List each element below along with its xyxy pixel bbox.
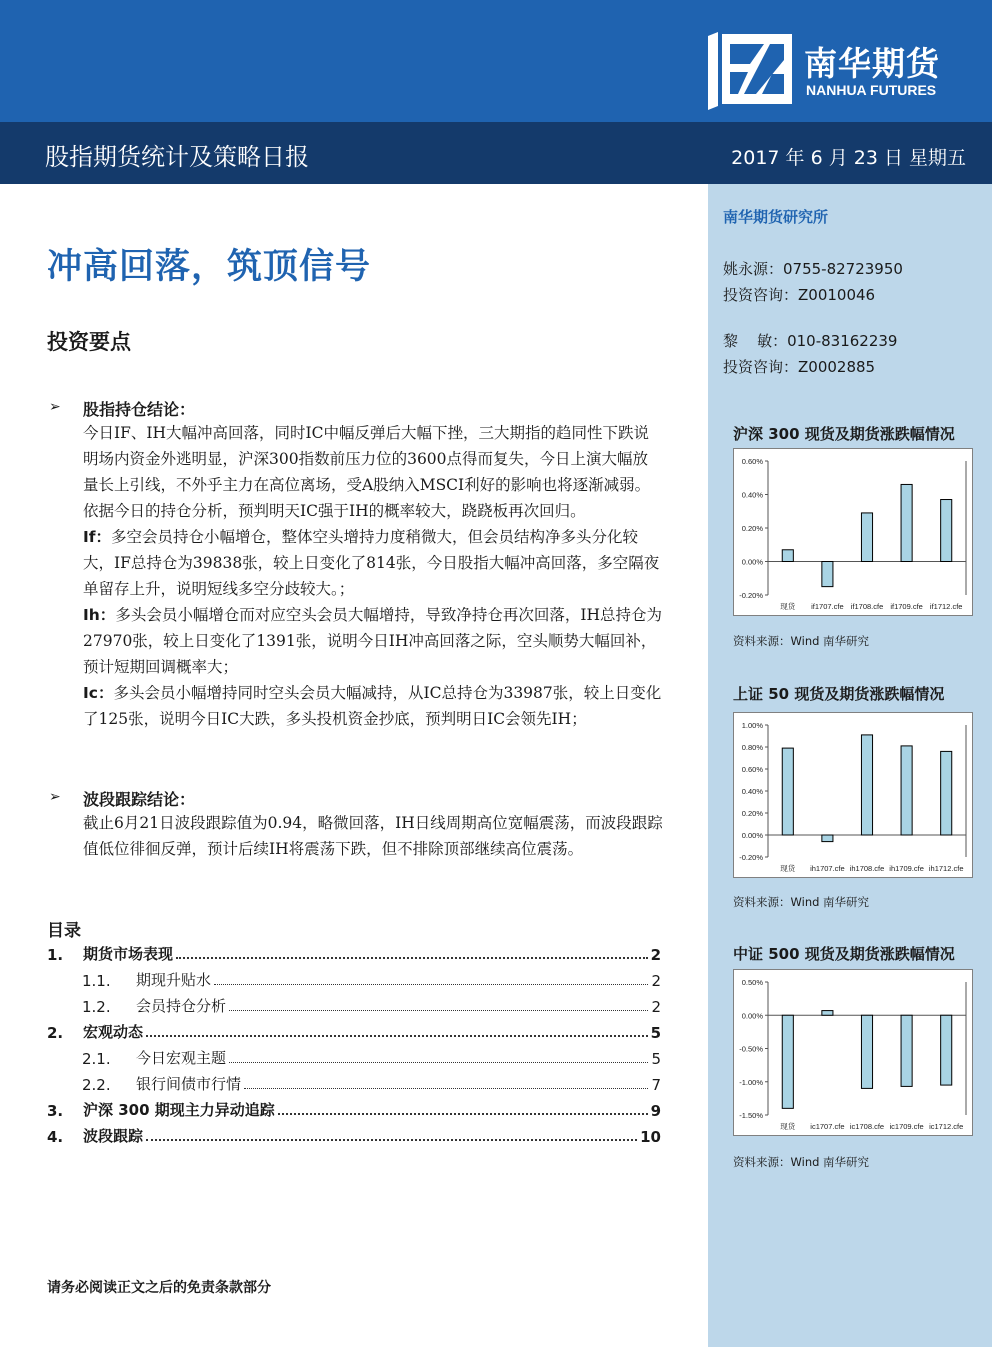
- toc-number: 2.: [47, 1024, 64, 1042]
- bar: [941, 500, 952, 562]
- toc-title: 波段跟踪: [83, 1127, 144, 1145]
- bar: [782, 550, 793, 562]
- toc-leader: [229, 1062, 648, 1063]
- paragraph-lead: Ih：: [83, 606, 116, 624]
- y-tick-label: -1.50%: [739, 1111, 763, 1120]
- toc-title: 宏观动态: [83, 1023, 144, 1041]
- y-tick-label: 0.20%: [741, 809, 763, 818]
- toc-title: 今日宏观主题: [136, 1049, 227, 1067]
- bar: [941, 1015, 952, 1085]
- x-tick-label: 现货: [780, 1122, 796, 1131]
- chart-zz500-svg: [734, 970, 972, 1135]
- x-tick-label: ic1709.cfe: [889, 1122, 924, 1131]
- bar: [822, 835, 833, 842]
- toc-number: 2.1.: [82, 1050, 111, 1068]
- toc-page: 2: [650, 946, 661, 964]
- toc-item[interactable]: [47, 1122, 661, 1146]
- paragraph: 今日IF、IH大幅冲高回落，同时IC中幅反弹后大幅下挫，三大期指的趋同性下跌说明场内资金外逃明显，沪深300指数前压力位的3600点得而复失，今日上演大幅放量长上引线，不外乎主力在高位离场，受A股纳入MSCI利好的影响也将逐渐减弱。依据今日的持仓分析，预判明天IC强于IH的概率较大，跷跷板再次回归。: [83, 424, 651, 520]
- y-tick-label: 0.60%: [741, 457, 763, 466]
- bar: [901, 1015, 912, 1086]
- chart-hs300: [733, 448, 973, 616]
- analyst-license: 投资咨询：Z0002885: [723, 358, 876, 376]
- y-tick-label: 0.80%: [741, 743, 763, 752]
- toc-page: 9: [650, 1102, 661, 1120]
- bar: [941, 751, 952, 835]
- chart-title: 上证 50 现货及期货涨跌幅情况: [733, 685, 945, 703]
- paragraph-lead: Ic：: [83, 684, 114, 702]
- bar: [861, 735, 872, 835]
- toc-page: 5: [651, 1050, 661, 1068]
- toc-number: 1.2.: [82, 998, 111, 1016]
- chart-sz50-svg: [734, 713, 972, 877]
- x-tick-label: ic1707.cfe: [810, 1122, 845, 1131]
- bar: [861, 513, 872, 562]
- main-title: 冲高回落，筑顶信号: [47, 247, 372, 287]
- toc-leader: [278, 1113, 648, 1115]
- x-tick-label: 现货: [780, 602, 796, 611]
- arrow-bullet-icon: ➢: [49, 789, 61, 805]
- toc-item[interactable]: [47, 1096, 661, 1120]
- y-tick-label: 0.40%: [741, 490, 763, 500]
- brand-logo: [708, 30, 978, 110]
- toc-number: 4.: [47, 1128, 64, 1146]
- institute-name: 南华期货研究所: [723, 208, 829, 226]
- y-tick-label: 0.60%: [741, 765, 763, 774]
- toc-leader: [229, 1010, 648, 1011]
- x-tick-label: ic1712.cfe: [929, 1122, 964, 1131]
- y-tick-label: 0.40%: [741, 787, 763, 796]
- chart-hs300-svg: [734, 449, 972, 615]
- bar: [901, 484, 912, 561]
- key-points-heading: 投资要点: [47, 330, 131, 354]
- y-tick-label: -0.50%: [739, 1044, 763, 1054]
- y-tick-label: 0.50%: [741, 978, 763, 987]
- toc-item[interactable]: [47, 1044, 661, 1068]
- toc-title: 期现升贴水: [136, 971, 212, 989]
- paragraph-lead: If：: [83, 528, 112, 546]
- toc-leader: [176, 957, 648, 959]
- x-tick-label: if1707.cfe: [811, 602, 844, 611]
- x-tick-label: 现货: [780, 864, 796, 873]
- bar: [901, 746, 912, 835]
- toc-leader: [214, 984, 648, 985]
- paragraph: [83, 524, 663, 602]
- y-tick-label: -0.20%: [739, 853, 763, 862]
- y-tick-label: 0.00%: [741, 831, 763, 840]
- nanhua-logo-icon: [708, 30, 794, 110]
- section-body: [83, 810, 663, 862]
- section-label: 股指持仓结论：: [83, 400, 196, 419]
- toc-item[interactable]: [47, 1070, 661, 1094]
- toc-item[interactable]: [47, 940, 661, 964]
- report-name: 股指期货统计及策略日报: [45, 143, 309, 171]
- toc-item[interactable]: [47, 966, 661, 990]
- y-tick-label: 1.00%: [741, 721, 763, 730]
- toc-title: 会员持仓分析: [136, 997, 227, 1015]
- toc-number: 2.2.: [82, 1076, 111, 1094]
- x-tick-label: if1709.cfe: [890, 602, 923, 611]
- toc-leader: [146, 1035, 648, 1037]
- paragraph: [83, 602, 663, 680]
- analyst-contact: 姚永源：0755-82723950: [723, 260, 903, 278]
- y-tick-label: 0.20%: [741, 524, 763, 533]
- chart-source: 资料来源：Wind 南华研究: [733, 1155, 870, 1169]
- toc-item[interactable]: [47, 1018, 661, 1042]
- analyst-license: 投资咨询：Z0010046: [723, 286, 876, 304]
- x-tick-label: ih1708.cfe: [849, 864, 885, 873]
- chart-title: 沪深 300 现货及期货涨跌幅情况: [733, 425, 955, 443]
- toc-heading: 目录: [47, 921, 81, 941]
- bar: [782, 748, 793, 835]
- bar: [861, 1015, 872, 1088]
- toc-title: 期货市场表现: [83, 945, 174, 963]
- toc-item[interactable]: [47, 992, 661, 1016]
- toc-title: 银行间债市行情: [136, 1075, 242, 1093]
- x-tick-label: ih1707.cfe: [810, 864, 845, 873]
- paragraph: 截止6月21日波段跟踪值为0.94，略微回落，IH日线周期高位宽幅震荡，而波段跟踪值低位徘徊反弹，预计后续IH将震荡下跌，但不排除顶部继续高位震荡。: [83, 814, 663, 858]
- toc-page: 5: [650, 1024, 661, 1042]
- report-date: 2017 年 6 月 23 日 星期五: [731, 147, 966, 169]
- arrow-bullet-icon: ➢: [49, 399, 61, 415]
- chart-source: 资料来源：Wind 南华研究: [733, 895, 870, 909]
- bar: [822, 1011, 833, 1016]
- x-tick-label: ic1708.cfe: [849, 1122, 885, 1131]
- y-tick-label: 0.00%: [741, 557, 763, 567]
- toc-page: 2: [651, 998, 661, 1016]
- toc-page: 10: [640, 1128, 661, 1146]
- analyst-contact: 黎 敏：010-83162239: [723, 332, 898, 350]
- brand-name-cn: 南华期货: [804, 44, 940, 83]
- toc-leader: [146, 1139, 637, 1141]
- brand-name-en: NANHUA FUTURES: [806, 82, 937, 98]
- paragraph: [83, 680, 663, 732]
- toc-title: 沪深 300 期现主力异动追踪: [83, 1101, 275, 1119]
- y-tick-label: -0.20%: [739, 591, 763, 600]
- x-tick-label: ih1712.cfe: [928, 864, 964, 873]
- toc-number: 3.: [47, 1102, 64, 1120]
- toc-page: 7: [651, 1076, 661, 1094]
- toc-leader: [244, 1088, 648, 1089]
- section-label: 波段跟踪结论：: [83, 790, 196, 809]
- chart-title: 中证 500 现货及期货涨跌幅情况: [733, 945, 955, 963]
- paragraph-text: 多头会员小幅增仓而对应空头会员大幅增持，导致净持仓再次回落，IH总持仓为27970张，较上日变化了1391张，说明今日IH冲高回落之际，空头顺势大幅回补，预计短期回调概率大；: [83, 606, 662, 676]
- chart-sz50: [733, 712, 973, 878]
- x-tick-label: if1708.cfe: [850, 602, 884, 611]
- toc-number: 1.1.: [82, 972, 111, 990]
- y-tick-label: 0.00%: [741, 1011, 763, 1021]
- chart-source: 资料来源：Wind 南华研究: [733, 634, 870, 648]
- toc-number: 1.: [47, 946, 64, 964]
- y-tick-label: -1.00%: [739, 1077, 763, 1087]
- toc-page: 2: [651, 972, 661, 990]
- x-tick-label: ih1709.cfe: [889, 864, 924, 873]
- bar: [822, 562, 833, 587]
- section-body: [83, 420, 663, 732]
- bar: [782, 1015, 793, 1108]
- chart-zz500: [733, 969, 973, 1136]
- paragraph-text: 多头会员小幅增持同时空头会员大幅减持，从IC总持仓为33987张，较上日变化了125张，说明今日IC大跌，多头投机资金抄底，预判明日IC会领先IH；: [83, 684, 662, 728]
- paragraph-text: 多空会员持仓小幅增仓，整体空头增持力度稍微大，但会员结构净多头分化较大，IF总持仓为39838张，较上日变化了814张，今日股指大幅冲高回落，多空隔夜单留存上升，说明短线多空分歧较大。；: [83, 528, 660, 598]
- disclaimer: 请务必阅读正文之后的免责条款部分: [47, 1280, 271, 1296]
- x-tick-label: if1712.cfe: [929, 602, 963, 611]
